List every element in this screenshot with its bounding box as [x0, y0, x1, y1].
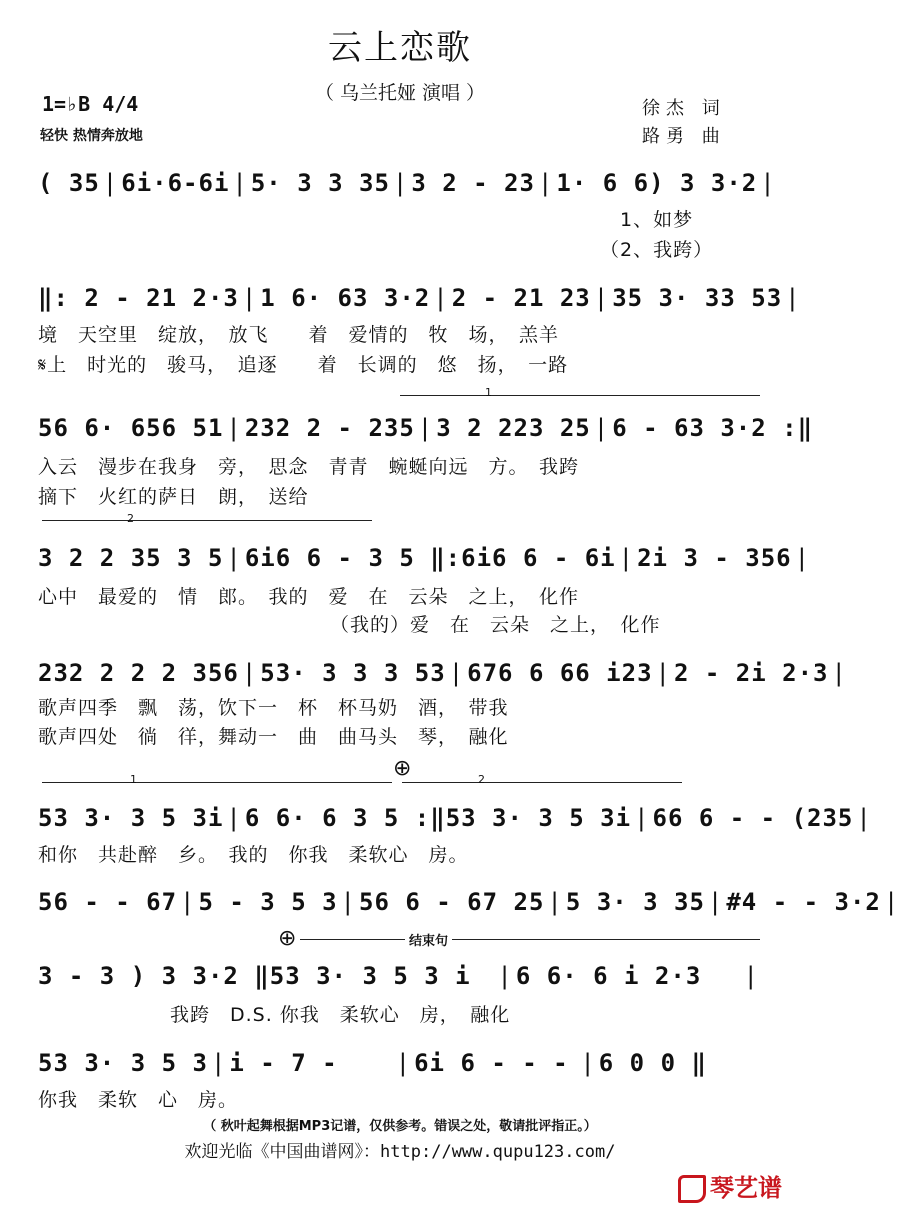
measure: 5 3· 3 35 [565, 888, 705, 916]
site-logo [678, 1168, 782, 1203]
volta-label: 2 [478, 773, 485, 786]
notation-row-9: 53 3· 3 5 3 | i - 7 - | 6i 6 - - - | 6 0 0 ‖ [38, 1045, 762, 1081]
lyric-row-8-verse-1: 我跨 D.S. 你我 柔软心 房， 融化 [170, 1004, 511, 1026]
notation-row-3: 56 6· 656 51 | 232 2 - 235 | 3 2 223 25 | 6 - 63 3·2 :‖ [38, 414, 814, 442]
measure: 56 6· 656 51 [38, 414, 224, 442]
measure: 53· 3 3 3 53 [260, 659, 446, 687]
measure: 1 6· 63 3·2 [260, 284, 431, 312]
coda-symbol: ⊕ [393, 756, 412, 781]
lyric-row-9-verse-1: 你我 柔软 心 房。 [38, 1089, 239, 1111]
transcription-note: （ 秋叶起舞根据MP3记谱，仅供参考。错误之处，敬请批评指正。） [203, 1119, 597, 1134]
key-signature: 1=♭B 4/4 [42, 92, 139, 116]
lyricist-credit: 徐杰 词 [642, 98, 726, 119]
measure: 56 6 - 67 25 [359, 888, 545, 916]
lyric-row-2-verse-2: 𝄋上 时光的 骏马， 追逐 着 长调的 悠 扬， 一路 [38, 354, 569, 376]
song-title: 云上恋歌 [328, 28, 472, 68]
coda-label: 结束句 [405, 930, 452, 949]
notation-row-6: 53 3· 3 5 3i | 6 6· 6 3 5 :‖ 53 3· 3 5 3i | 66 6 - - (235 | [38, 804, 872, 832]
lyric-row-4-verse-1: 心中 最爱的 情 郎。 我的 爱 在 云朵 之上， 化作 [38, 586, 580, 608]
measure: 6i·6-6i [121, 169, 230, 197]
measure: 5· 3 3 35 [250, 169, 390, 197]
lyric-row-3-verse-1: 入云 漫步在我身 旁， 思念 青青 蜿蜒向远 方。 我跨 [38, 456, 580, 478]
performer-subtitle: （ 乌兰托娅 演唱 ） [314, 82, 486, 104]
notation-row-7: 56 - - 67 | 5 - 3 5 3 | 56 6 - 67 25 | 5 3· 3 35 | #4 - - 3·2 | [38, 888, 900, 916]
measure: 6i6 6 - 3 5 ‖: [244, 544, 462, 572]
measure: 232 2 2 2 356 [38, 659, 239, 687]
volta-bracket-2 [42, 520, 372, 521]
notation-row-5: 232 2 2 2 356 | 53· 3 3 3 53 | 676 6 66 i23 | 2 - 2i 2·3 | [38, 659, 847, 687]
measure: 3 2 2 35 3 5 [38, 544, 224, 572]
notation-row-2: ‖: 2 - 21 2·3 | 1 6· 63 3·2 | 2 - 21 23 | 35 3· 33 53 | [38, 284, 801, 312]
measure: 1· 6 6) 3 3·2 [556, 169, 758, 197]
measure: 53 3· 3 5 3i [38, 804, 224, 832]
volta-bracket-1 [400, 395, 760, 396]
lyric-row-2-verse-1: 境 天空里 绽放， 放飞 着 爱情的 牧 场， 羔羊 [38, 324, 560, 346]
lyric-row-3-verse-2: 摘下 火红的萨日 朗， 送给 [38, 486, 309, 508]
measure: 3 2 223 25 [436, 414, 591, 442]
logo-icon [678, 1175, 706, 1203]
coda-symbol: ⊕ [278, 926, 297, 951]
measure: #4 - - 3·2 [726, 888, 881, 916]
volta-label: 2 [127, 512, 134, 525]
volta-label: 1 [130, 773, 137, 786]
lyric-row-6-verse-1: 和你 共赴醉 乡。 我的 你我 柔软心 房。 [38, 844, 469, 866]
measure: 3 2 - 23 [411, 169, 535, 197]
measure: 6 6· 6 3 5 :‖ [244, 804, 446, 832]
measure: 676 6 66 i23 [467, 659, 653, 687]
measure: 53 3· 3 5 3i [445, 804, 632, 832]
measure: 6 0 0 ‖ [598, 1049, 707, 1077]
volta-bracket-2 [402, 782, 682, 783]
composer-credit: 路勇 曲 [642, 126, 726, 147]
lyric-row-4-verse-2: （我的）爱 在 云朵 之上， 化作 [330, 614, 661, 636]
measure: ( 35 [38, 169, 100, 197]
measure: 5 - 3 5 3 [198, 888, 338, 916]
notation-row-8: 3 - 3 ) 3 3·2 ‖ 53 3· 3 5 3 i | 6 6· 6 i 2·3 | [38, 962, 759, 990]
measure: 2 - 2i 2·3 [673, 659, 829, 687]
measure: 6i6 6 - 6i [461, 544, 616, 572]
lyric-row-5-verse-2: 歌声四处 徜 徉，舞动一 曲 曲马头 琴， 融化 [38, 726, 509, 748]
measure: 53 3· 3 5 3 [38, 1049, 208, 1077]
measure: ‖: 2 - 21 2·3 [38, 284, 239, 312]
measure: 2i 3 - 356 [637, 544, 792, 572]
measure: 3 - 3 ) 3 3·2 ‖ [38, 962, 270, 990]
lyric-intro-2: （2、我跨） [600, 239, 714, 261]
measure: 53 3· 3 5 3 i [269, 962, 471, 990]
website-welcome: 欢迎光临《中国曲谱网》：http://www.qupu123.com/ [184, 1142, 616, 1162]
measure: 66 6 - - (235 [652, 804, 854, 832]
measure: 6i 6 - - - [414, 1049, 569, 1077]
measure: 56 - - 67 [38, 888, 178, 916]
measure: 232 2 - 235 [244, 414, 415, 442]
measure: 2 - 21 23 [451, 284, 591, 312]
notation-row-4: 3 2 2 35 3 5 | 6i6 6 - 3 5 ‖: 6i6 6 - 6i | 2i 3 - 356 | [38, 544, 811, 572]
notation-row-1: ( 35 | 6i·6-6i | 5· 3 3 35 | 3 2 - 23 | 1· 6 6) 3 3·2 | [38, 169, 776, 197]
measure: 6 6· 6 i 2·3 [515, 962, 702, 990]
coda-line [300, 939, 760, 940]
tempo-marking: 轻快 热情奔放地 [40, 128, 143, 144]
lyric-intro-1: 1、如梦 [620, 209, 694, 231]
measure: 6 - 63 3·2 :‖ [612, 414, 814, 442]
volta-label: 1 [485, 386, 492, 399]
volta-bracket-1 [42, 782, 392, 783]
lyric-row-5-verse-1: 歌声四季 飘 荡，饮下一 杯 杯马奶 酒， 带我 [38, 697, 509, 719]
measure: 35 3· 33 53 [612, 284, 783, 312]
measure: i - 7 - [229, 1049, 338, 1077]
logo-text: 琴艺谱 [710, 1174, 782, 1202]
